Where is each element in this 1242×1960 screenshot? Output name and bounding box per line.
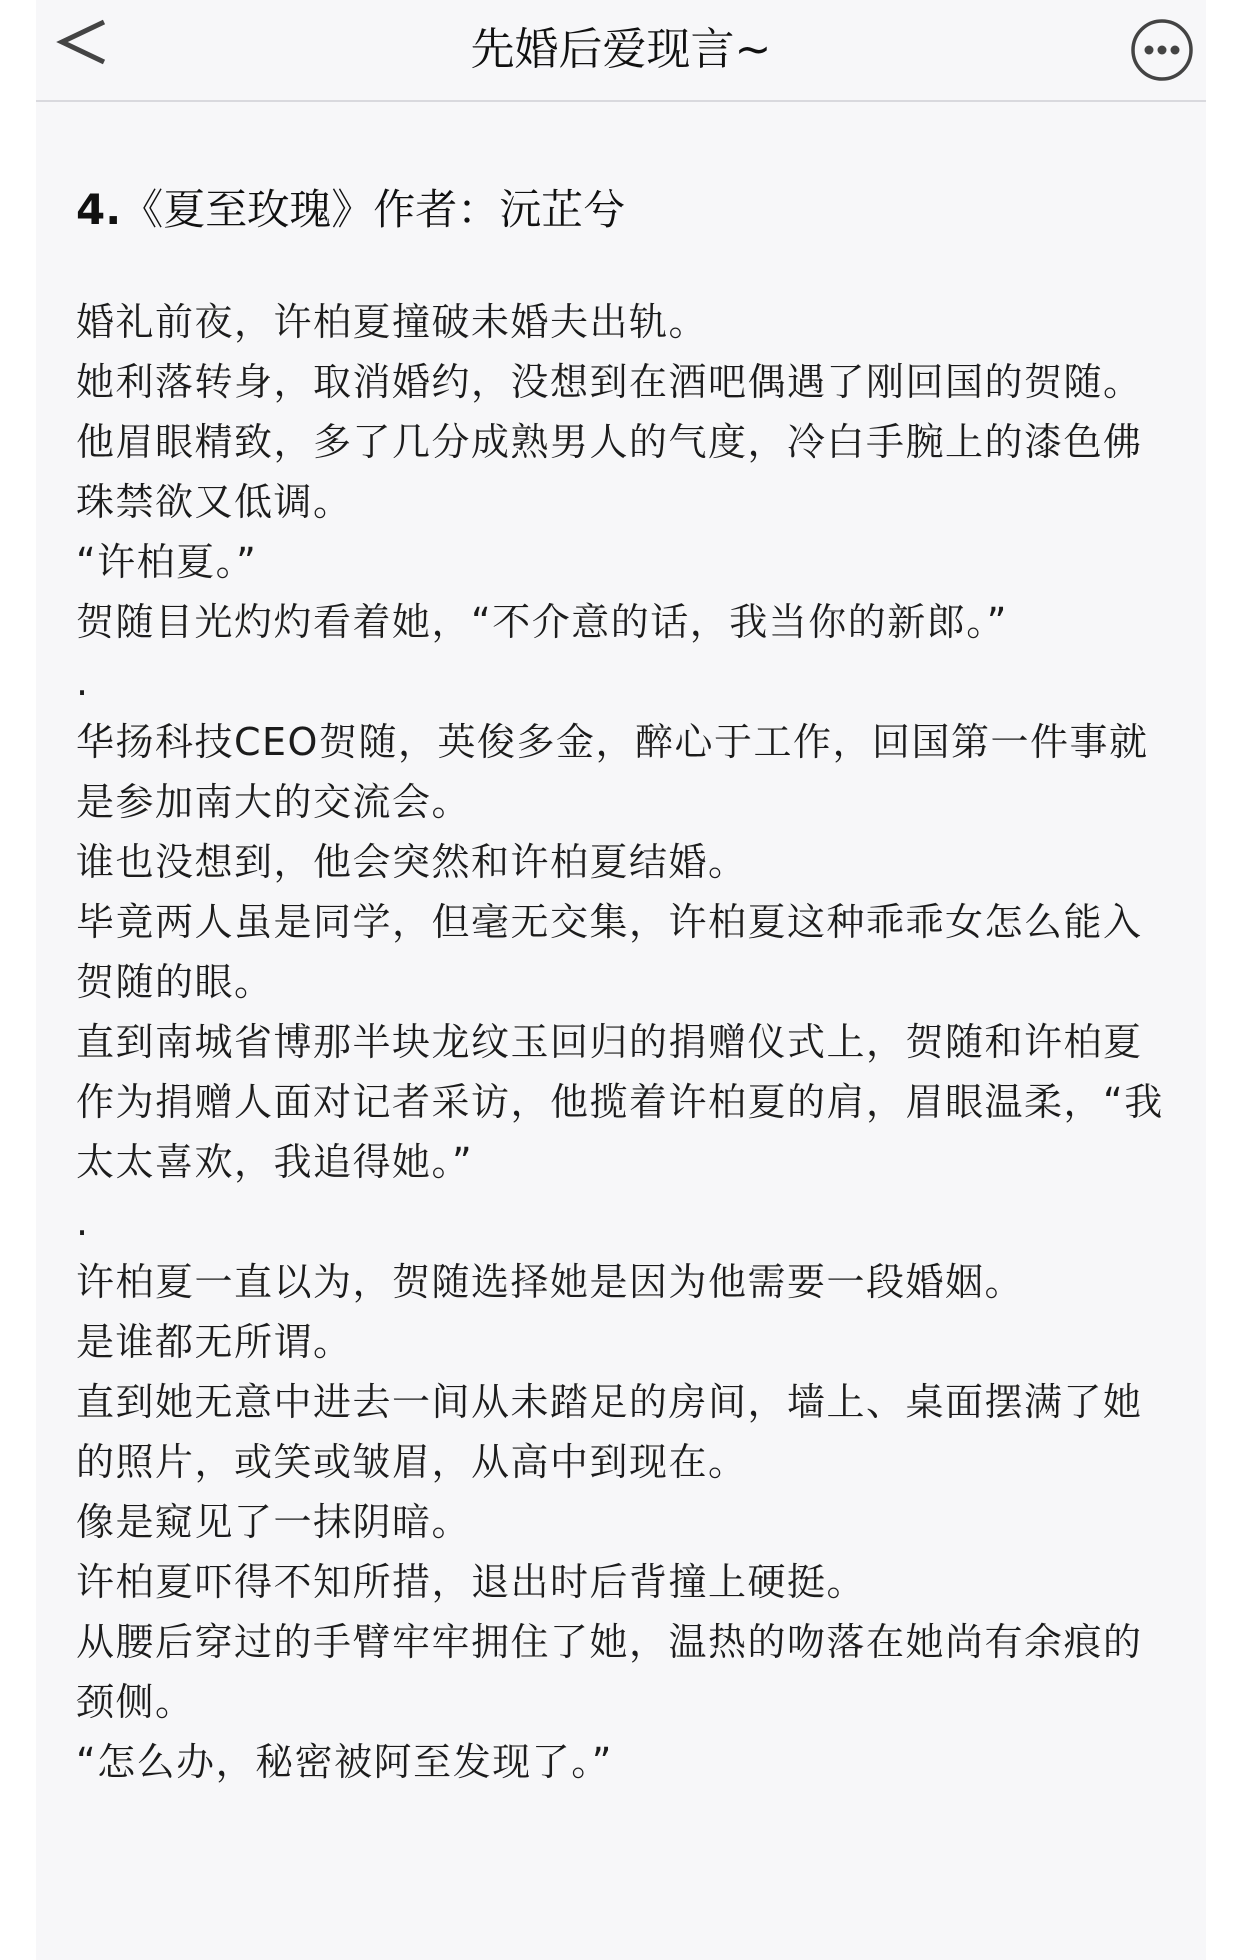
synopsis-paragraph: 从腰后穿过的手臂牢牢拥住了她，温热的吻落在她尚有余痕的颈侧。 [76, 1620, 1143, 1724]
synopsis-text [76, 292, 1166, 1792]
book-title: 《夏至玫瑰》作者：沅芷兮 [121, 185, 626, 234]
synopsis-paragraph: . [76, 660, 90, 704]
synopsis-paragraph: 像是窥见了一抹阴暗。 [76, 1500, 472, 1544]
synopsis-paragraph: 谁也没想到，他会突然和许柏夏结婚。 [76, 840, 748, 884]
article-content [76, 180, 1166, 1792]
synopsis-paragraph: 毕竟两人虽是同学，但毫无交集，许柏夏这种乖乖女怎么能入贺随的眼。 [76, 900, 1143, 1004]
more-horizontal-circle-icon [1130, 18, 1194, 82]
synopsis-paragraph: 婚礼前夜，许柏夏撞破未婚夫出轨。 [76, 300, 709, 344]
reader-page [36, 0, 1206, 1960]
book-number: 4. [76, 185, 122, 234]
synopsis-paragraph: 直到南城省博那半块龙纹玉回归的捐赠仪式上，贺随和许柏夏作为捐赠人面对记者采访，他揽着许柏夏的肩，眉眼温柔，“我太太喜欢，我追得她。” [76, 1020, 1164, 1184]
synopsis-paragraph: 华扬科技CEO贺随，英俊多金，醉心于工作，回国第一件事就是参加南大的交流会。 [76, 720, 1149, 824]
synopsis-paragraph: “怎么办，秘密被阿至发现了。” [76, 1740, 613, 1784]
synopsis-paragraph: 他眉眼精致，多了几分成熟男人的气度，冷白手腕上的漆色佛珠禁欲又低调。 [76, 420, 1143, 524]
back-button[interactable] [48, 8, 128, 88]
synopsis-paragraph: 是谁都无所谓。 [76, 1320, 353, 1364]
watermark [476, 1898, 776, 1938]
synopsis-paragraph: 许柏夏一直以为，贺随选择她是因为他需要一段婚姻。 [76, 1260, 1025, 1304]
synopsis-paragraph: 贺随目光灼灼看着她，“不介意的话，我当你的新郎。” [76, 600, 1008, 644]
navigation-bar [36, 0, 1206, 102]
more-options-button[interactable] [1130, 18, 1194, 82]
synopsis-paragraph: 直到她无意中进去一间从未踏足的房间，墙上、桌面摆满了她的照片，或笑或皱眉，从高中到现在。 [76, 1380, 1143, 1484]
chevron-left-icon [48, 8, 128, 88]
synopsis-paragraph: . [76, 1200, 90, 1244]
page-title: 先婚后爱现言~ [470, 24, 772, 75]
synopsis-paragraph: 她利落转身，取消婚约，没想到在酒吧偶遇了刚回国的贺随。 [76, 360, 1143, 404]
synopsis-paragraph: “许柏夏。” [76, 540, 258, 584]
synopsis-paragraph: 许柏夏吓得不知所措，退出时后背撞上硬挺。 [76, 1560, 867, 1604]
book-heading [76, 180, 1166, 240]
